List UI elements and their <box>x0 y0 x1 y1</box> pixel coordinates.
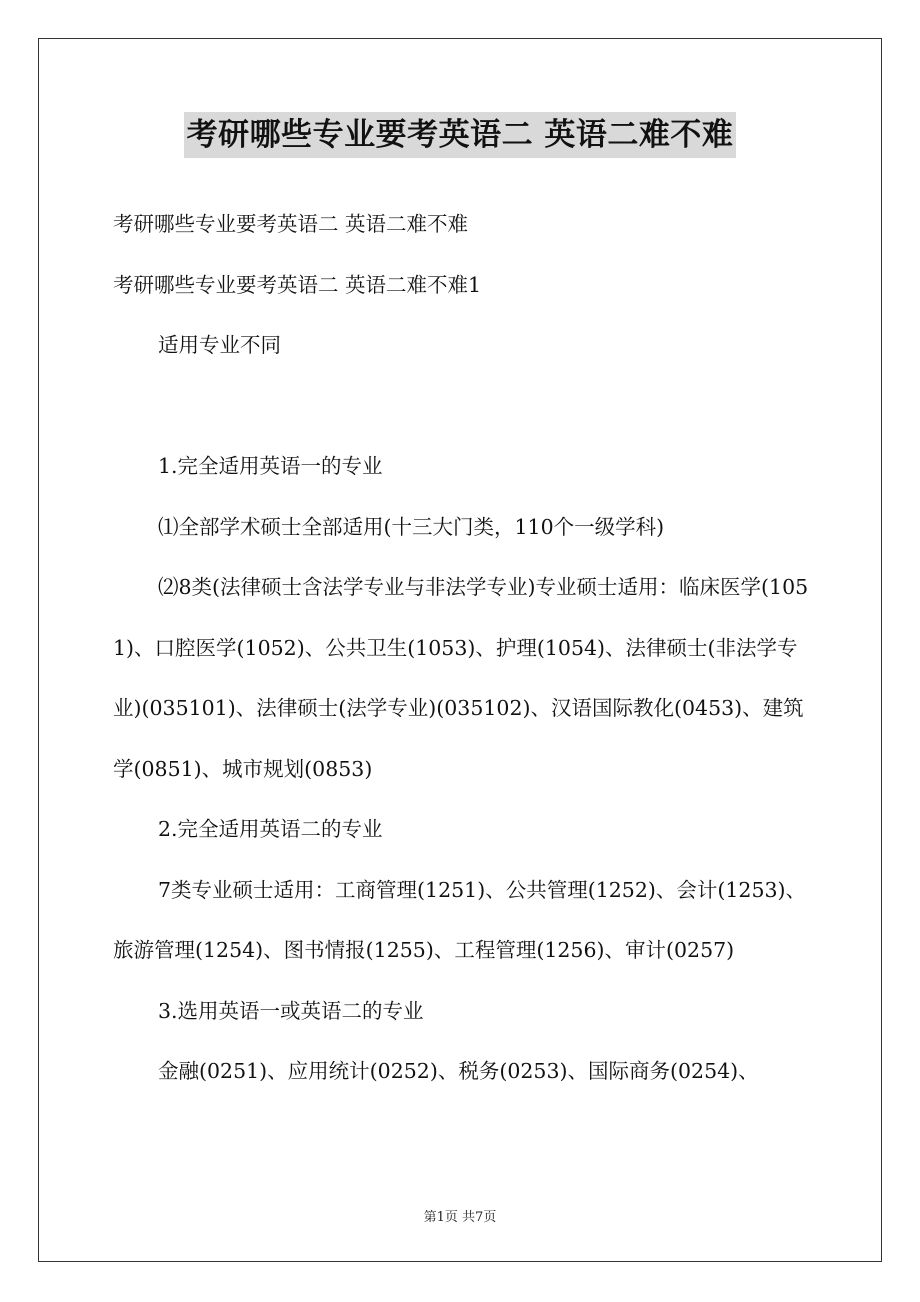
title-container <box>0 112 920 158</box>
paragraph: 1.完全适用英语一的专业 <box>158 454 383 478</box>
paragraph: 金融(0251)、应用统计(0252)、税务(0253)、国际商务(0254)、 <box>158 1059 759 1083</box>
paragraph: 2.完全适用英语二的专业 <box>158 817 383 841</box>
paragraph: 考研哪些专业要考英语二 英语二难不难1 <box>113 272 482 297</box>
document-title: 考研哪些专业要考英语二 英语二难不难 <box>184 112 737 158</box>
paragraph: 考研哪些专业要考英语二 英语二难不难 <box>113 212 469 236</box>
page-footer: 第1页 共7页 <box>423 1210 497 1225</box>
paragraph: ⑴全部学术硕士全部适用(十三大门类，110个一级学科) <box>158 514 665 539</box>
paragraph: 适用专业不同 <box>158 333 281 357</box>
paragraph: 3.选用英语一或英语二的专业 <box>158 998 424 1023</box>
paragraph: 7类专业硕士适用：工商管理(1251)、公共管理(1252)、会计(1253)、旅游管理(1254)、图书情报(1255)、工程管理(1256)、审计(0257) <box>113 877 807 962</box>
document-body <box>113 194 813 1102</box>
blank-paragraph <box>113 376 813 437</box>
paragraph: ⑵8类(法律硕士含法学专业与非法学专业)专业硕士适用：临床医学(1051)、口腔医学(1052)、公共卫生(1053)、护理(1054)、法律硕士(非法学专业)(035101)、法律硕士(法学专业)(035102)、汉语国际教化(0453)、建筑学(0851)、城市规划(0853) <box>113 575 809 781</box>
